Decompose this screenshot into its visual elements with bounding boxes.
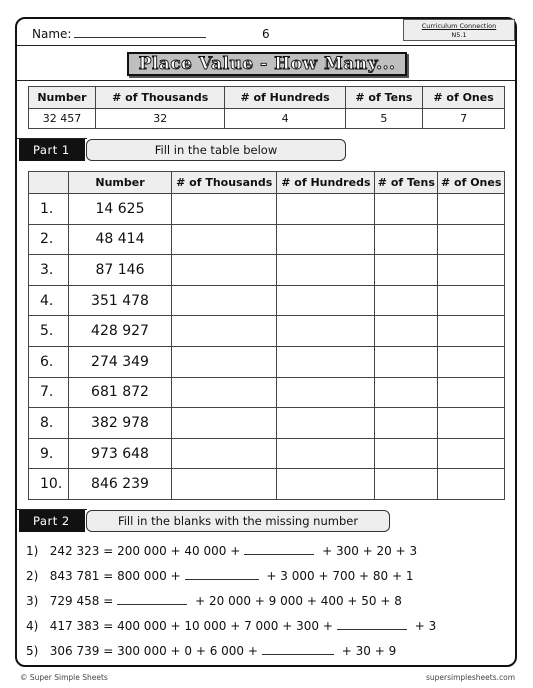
table-row bbox=[29, 224, 505, 255]
table-row bbox=[29, 346, 505, 377]
problem-row bbox=[26, 619, 436, 633]
table-row bbox=[29, 377, 505, 408]
example-tens: 5 bbox=[345, 109, 422, 129]
answer-blank[interactable] bbox=[337, 619, 407, 630]
part2-tag: Part 2 bbox=[19, 510, 85, 532]
tens-cell[interactable] bbox=[375, 224, 438, 255]
example-header-row bbox=[29, 87, 505, 109]
part1-col-tens: # of Tens bbox=[375, 172, 438, 194]
problem-row bbox=[26, 644, 396, 658]
tens-cell[interactable] bbox=[375, 316, 438, 347]
hundreds-cell[interactable] bbox=[277, 316, 375, 347]
tens-cell[interactable] bbox=[375, 194, 438, 225]
thousands-cell[interactable] bbox=[172, 346, 277, 377]
hundreds-cell[interactable] bbox=[277, 438, 375, 469]
ones-cell[interactable] bbox=[438, 224, 505, 255]
answer-blank[interactable] bbox=[185, 569, 259, 580]
row-number: 48 414 bbox=[69, 224, 172, 255]
footer-website: supersimplesheets.com bbox=[425, 673, 515, 682]
problem-number: 4) bbox=[26, 619, 39, 633]
problem-after: + 3 bbox=[414, 619, 437, 633]
hundreds-cell[interactable] bbox=[277, 194, 375, 225]
table-row bbox=[29, 255, 505, 286]
problem-after: + 30 + 9 bbox=[341, 644, 397, 658]
name-blank[interactable] bbox=[74, 27, 206, 38]
thousands-cell[interactable] bbox=[172, 285, 277, 316]
header-divider bbox=[17, 45, 515, 46]
row-number: 351 478 bbox=[69, 285, 172, 316]
problem-number: 1) bbox=[26, 544, 39, 558]
problem-after: + 20 000 + 9 000 + 400 + 50 + 8 bbox=[195, 594, 402, 608]
name-label: Name: bbox=[32, 27, 72, 41]
part1-col-thousands: # of Thousands bbox=[172, 172, 277, 194]
row-index: 1. bbox=[29, 194, 69, 225]
curriculum-connection-title: Curriculum Connection bbox=[421, 22, 497, 30]
problem-row bbox=[26, 569, 414, 583]
hundreds-cell[interactable] bbox=[277, 377, 375, 408]
problem-before: 417 383 = 400 000 + 10 000 + 7 000 + 300 + bbox=[49, 619, 333, 633]
row-index: 10. bbox=[29, 469, 69, 500]
part1-col-hundreds: # of Hundreds bbox=[277, 172, 375, 194]
table-row bbox=[29, 285, 505, 316]
page-title: Place Value - How Many... bbox=[127, 52, 407, 76]
thousands-cell[interactable] bbox=[172, 377, 277, 408]
tens-cell[interactable] bbox=[375, 469, 438, 500]
tens-cell[interactable] bbox=[375, 255, 438, 286]
row-index: 6. bbox=[29, 346, 69, 377]
example-col-ones: # of Ones bbox=[423, 87, 505, 109]
row-index: 7. bbox=[29, 377, 69, 408]
row-index: 5. bbox=[29, 316, 69, 347]
ones-cell[interactable] bbox=[438, 377, 505, 408]
thousands-cell[interactable] bbox=[172, 408, 277, 439]
example-hundreds: 4 bbox=[225, 109, 345, 129]
part1-header-row bbox=[29, 172, 505, 194]
ones-cell[interactable] bbox=[438, 408, 505, 439]
table-row bbox=[29, 438, 505, 469]
answer-blank[interactable] bbox=[262, 644, 334, 655]
thousands-cell[interactable] bbox=[172, 438, 277, 469]
row-index: 4. bbox=[29, 285, 69, 316]
row-index: 9. bbox=[29, 438, 69, 469]
tens-cell[interactable] bbox=[375, 285, 438, 316]
problem-row bbox=[26, 594, 402, 608]
part1-col-number: Number bbox=[69, 172, 172, 194]
ones-cell[interactable] bbox=[438, 316, 505, 347]
row-index: 3. bbox=[29, 255, 69, 286]
answer-blank[interactable] bbox=[244, 544, 314, 555]
table-row bbox=[29, 194, 505, 225]
example-table bbox=[28, 86, 505, 129]
part2-instruction: Fill in the blanks with the missing number bbox=[86, 510, 390, 532]
hundreds-cell[interactable] bbox=[277, 285, 375, 316]
ones-cell[interactable] bbox=[438, 194, 505, 225]
hundreds-cell[interactable] bbox=[277, 255, 375, 286]
row-number: 681 872 bbox=[69, 377, 172, 408]
hundreds-cell[interactable] bbox=[277, 224, 375, 255]
part1-table bbox=[28, 171, 505, 500]
row-index: 2. bbox=[29, 224, 69, 255]
problem-number: 2) bbox=[26, 569, 39, 583]
problem-before: 843 781 = 800 000 + bbox=[49, 569, 181, 583]
example-row bbox=[29, 109, 505, 129]
thousands-cell[interactable] bbox=[172, 194, 277, 225]
tens-cell[interactable] bbox=[375, 377, 438, 408]
problem-number: 3) bbox=[26, 594, 39, 608]
name-field bbox=[32, 27, 206, 41]
example-col-hundreds: # of Hundreds bbox=[225, 87, 345, 109]
row-number: 382 978 bbox=[69, 408, 172, 439]
row-number: 846 239 bbox=[69, 469, 172, 500]
hundreds-cell[interactable] bbox=[277, 346, 375, 377]
problem-row bbox=[26, 544, 417, 558]
ones-cell[interactable] bbox=[438, 285, 505, 316]
problem-before: 729 458 = bbox=[49, 594, 114, 608]
table-row bbox=[29, 469, 505, 500]
ones-cell[interactable] bbox=[438, 255, 505, 286]
example-thousands: 32 bbox=[95, 109, 224, 129]
example-col-tens: # of Tens bbox=[345, 87, 422, 109]
row-index: 8. bbox=[29, 408, 69, 439]
ones-cell[interactable] bbox=[438, 346, 505, 377]
problem-number: 5) bbox=[26, 644, 39, 658]
problem-after: + 3 000 + 700 + 80 + 1 bbox=[266, 569, 414, 583]
example-ones: 7 bbox=[423, 109, 505, 129]
hundreds-cell[interactable] bbox=[277, 408, 375, 439]
hundreds-cell[interactable] bbox=[277, 469, 375, 500]
problem-after: + 300 + 20 + 3 bbox=[322, 544, 418, 558]
row-number: 428 927 bbox=[69, 316, 172, 347]
part1-instruction: Fill in the table below bbox=[86, 139, 346, 161]
curriculum-code: N5.1 bbox=[451, 31, 467, 39]
curriculum-connection-box bbox=[403, 19, 515, 41]
example-col-number: Number bbox=[29, 87, 96, 109]
table-row bbox=[29, 408, 505, 439]
thousands-cell[interactable] bbox=[172, 255, 277, 286]
tens-cell[interactable] bbox=[375, 408, 438, 439]
table-row bbox=[29, 316, 505, 347]
example-col-thousands: # of Thousands bbox=[95, 87, 224, 109]
tens-cell[interactable] bbox=[375, 438, 438, 469]
title-divider bbox=[17, 80, 515, 81]
part1-tag: Part 1 bbox=[19, 139, 85, 161]
problem-before: 306 739 = 300 000 + 0 + 6 000 + bbox=[49, 644, 258, 658]
row-number: 87 146 bbox=[69, 255, 172, 286]
part1-col-ones: # of Ones bbox=[438, 172, 505, 194]
thousands-cell[interactable] bbox=[172, 224, 277, 255]
part1-col-index bbox=[29, 172, 69, 194]
page-number: 6 bbox=[262, 27, 270, 41]
ones-cell[interactable] bbox=[438, 469, 505, 500]
example-number: 32 457 bbox=[29, 109, 96, 129]
thousands-cell[interactable] bbox=[172, 469, 277, 500]
row-number: 274 349 bbox=[69, 346, 172, 377]
tens-cell[interactable] bbox=[375, 346, 438, 377]
problem-before: 242 323 = 200 000 + 40 000 + bbox=[49, 544, 241, 558]
ones-cell[interactable] bbox=[438, 438, 505, 469]
footer-copyright: © Super Simple Sheets bbox=[20, 673, 108, 682]
answer-blank[interactable] bbox=[117, 594, 187, 605]
row-number: 14 625 bbox=[69, 194, 172, 225]
row-number: 973 648 bbox=[69, 438, 172, 469]
thousands-cell[interactable] bbox=[172, 316, 277, 347]
